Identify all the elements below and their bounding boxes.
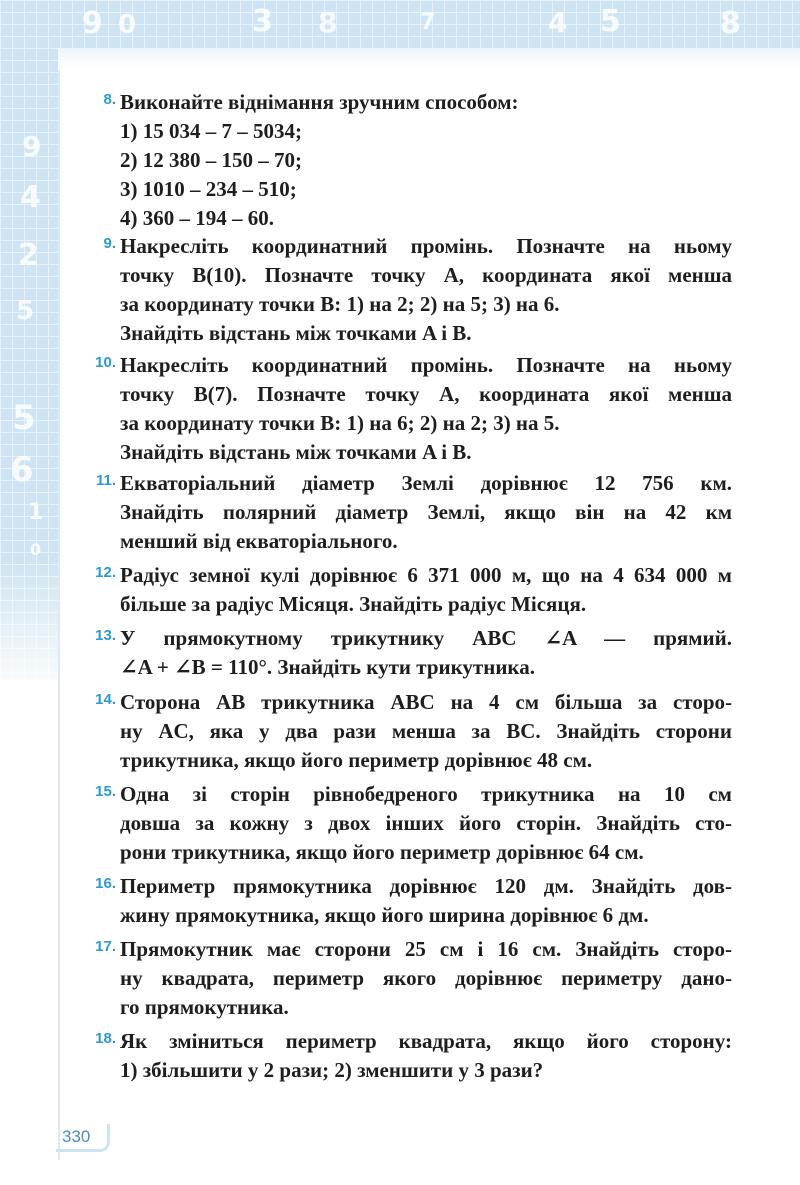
problem-line: Периметр прямокутника дорівнює 120 дм. Знайдіть дов- — [120, 874, 732, 898]
problem-line: жину прямокутника, якщо його ширина дорівнює 6 дм. — [120, 903, 649, 927]
problem-line: Екваторіальний діаметр Землі дорівнює 12 756 км. — [120, 471, 732, 495]
problem-text — [120, 624, 732, 682]
problem-text — [120, 88, 732, 233]
problem-line: Прямокутник має сторони 25 см і 16 см. Знайдіть сторо- — [120, 937, 732, 961]
problem-line: більше за радіус Місяця. Знайдіть радіус Місяця. — [120, 592, 587, 616]
problem-line: за координату точки B: 1) на 6; 2) на 2; 3) на 5. — [120, 411, 560, 435]
problem-line: менший від екваторіального. — [120, 529, 398, 553]
problem-number: 10. — [95, 354, 116, 371]
problem-text — [120, 872, 732, 930]
page-edge — [58, 70, 72, 1160]
problem-line: ну AC, яка у два рази менша за BC. Знайдіть сторони — [120, 719, 732, 743]
problem-number: 13. — [95, 627, 116, 644]
top-band-strip — [0, 48, 800, 70]
problem-line: 1) збільшити у 2 рази; 2) зменшити у 3 рази? — [120, 1058, 544, 1082]
problem-line: трикутника, якщо його периметр дорівнює 48 см. — [120, 748, 593, 772]
problem-line: точку B(7). Позначте точку A, координата якої менша — [120, 382, 732, 406]
decorative-digit: 4 — [548, 6, 568, 39]
problem-line: Як зміниться периметр квадрата, якщо його сторону: — [120, 1029, 732, 1053]
problem-text — [120, 561, 732, 619]
problem-text — [120, 1027, 732, 1085]
decorative-digit: 8 — [318, 6, 338, 39]
problem-text — [120, 688, 732, 775]
problem-line: ∠A + ∠B = 110°. Знайдіть кути трикутника. — [120, 655, 535, 679]
problem-line: Виконайте віднімання зручним способом: — [120, 90, 519, 114]
problem-line: Знайдіть полярний діаметр Землі, якщо він на 42 км — [120, 500, 732, 524]
decorative-digit: 0 — [118, 10, 137, 40]
problem-number: 11. — [95, 472, 116, 489]
decorative-digit: 2 — [18, 238, 39, 273]
problem-line: 4) 360 – 194 – 60. — [120, 206, 274, 230]
problem-line: Радіус земної кулі дорівнює 6 371 000 м, що на 4 634 000 м — [120, 563, 732, 587]
problem-line: 3) 1010 – 234 – 510; — [120, 177, 297, 201]
decorative-digit: 5 — [12, 398, 36, 438]
decorative-digit: 7 — [420, 10, 436, 35]
problem-text — [120, 351, 732, 467]
decorative-digit: 9 — [82, 6, 103, 41]
problem-line: Накресліть координатний промінь. Позначте на ньому — [120, 234, 732, 258]
problem-number: 18. — [95, 1030, 116, 1047]
problem-line: Знайдіть відстань між точками A і B. — [120, 321, 472, 345]
problem-number: 16. — [95, 875, 116, 892]
problem-line: за координату точки B: 1) на 2; 2) на 5; 3) на 6. — [120, 292, 560, 316]
decorative-digit: 8 — [720, 6, 741, 41]
problem-line: Накресліть координатний промінь. Позначте на ньому — [120, 353, 732, 377]
problem-line: рони трикутника, якщо його периметр дорівнює 64 см. — [120, 840, 644, 864]
decorative-digit: 0 — [30, 540, 42, 559]
problem-number: 15. — [95, 783, 116, 800]
problem-line: 1) 15 034 – 7 – 5034; — [120, 119, 302, 143]
problem-number: 17. — [95, 938, 116, 955]
problem-line: ну квадрата, периметр якого дорівнює периметру дано- — [120, 966, 732, 990]
decorative-digit: 9 — [22, 130, 42, 163]
problem-number: 8. — [103, 91, 116, 108]
decorative-digit: 5 — [600, 4, 621, 39]
decorative-digit: 4 — [20, 180, 41, 215]
problem-line: го прямокутника. — [120, 995, 289, 1019]
decorative-digit: 1 — [28, 500, 44, 525]
left-band-fade — [0, 560, 58, 700]
problem-text — [120, 232, 732, 348]
problem-text — [120, 935, 732, 1022]
decorative-digit: 5 — [16, 296, 35, 326]
problem-line: довша за кожну з двох інших його сторін. Знайдіть сто- — [120, 811, 732, 835]
problem-number: 9. — [103, 235, 116, 252]
problem-number: 12. — [95, 564, 116, 581]
problem-line: точку B(10). Позначте точку A, координата якої менша — [120, 263, 732, 287]
decorative-digit: 3 — [252, 4, 273, 39]
problem-line: Одна зі сторін рівнобедреного трикутника на 10 см — [120, 782, 732, 806]
problem-line: Сторона AB трикутника ABC на 4 см більша за сторо- — [120, 690, 732, 714]
problem-number: 14. — [95, 691, 116, 708]
problem-text — [120, 469, 732, 556]
decorative-digit: 6 — [10, 450, 34, 490]
page-number: 330 — [56, 1124, 110, 1152]
problem-line: 2) 12 380 – 150 – 70; — [120, 148, 302, 172]
problem-line: Знайдіть відстань між точками A і B. — [120, 440, 472, 464]
problem-line: У прямокутному трикутнику ABC ∠A — прямий. — [120, 626, 732, 650]
problem-text — [120, 780, 732, 867]
